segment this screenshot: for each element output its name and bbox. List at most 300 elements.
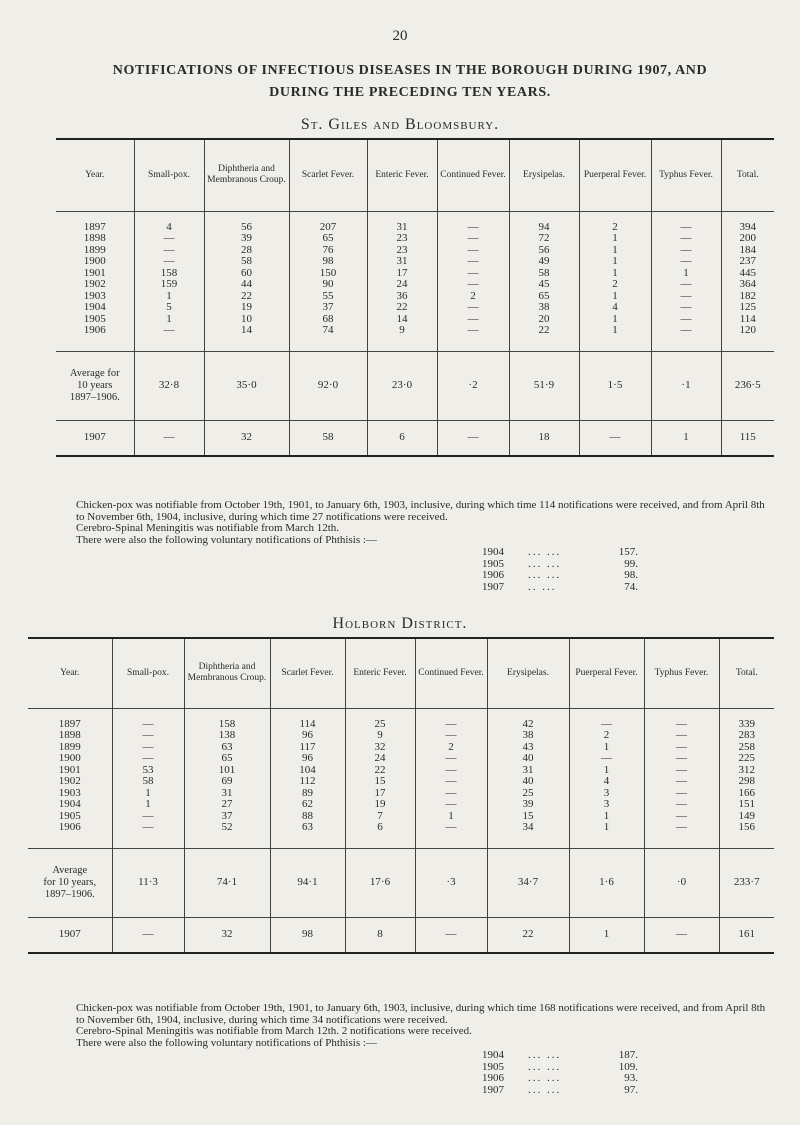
year-1907-value: — [134, 420, 204, 456]
cell-value: 258 [738, 740, 755, 753]
column-header: Total. [719, 638, 774, 708]
cell-value: 19 [241, 301, 252, 313]
cell-value: — [676, 763, 687, 776]
year-1907-value: 32 [204, 420, 289, 456]
cell-value: 1 [166, 312, 172, 325]
year-1907-value: 18 [509, 420, 579, 456]
year-1907-value: 98 [270, 917, 345, 953]
data-cell [719, 708, 774, 848]
cell-value: 27 [221, 798, 233, 810]
cell-value: — [445, 717, 457, 730]
cell-value: 60 [241, 266, 252, 279]
column-header: Scarlet Fever. [289, 139, 367, 211]
data-cell [569, 708, 644, 848]
cell-value: 149 [738, 809, 755, 822]
average-label-line: Average [52, 864, 88, 876]
chicken-pox-note: Chicken-pox was notifiable from October 19th, 1901, to January 6th, 1903, inclusive, during which time 114 notifications were received, and from April 8th to November 6th, 1904, inclusive, during which time 27 notifications were received. [76, 499, 765, 523]
cell-value: 445 [739, 266, 756, 279]
column-header: Continued Fever. [437, 139, 509, 211]
cell-value: — [467, 266, 479, 279]
section-heading-st-giles: St. Giles and Bloomsbury. [300, 116, 500, 133]
cell-value: 104 [299, 763, 316, 776]
data-cell [487, 708, 569, 848]
st-giles-notes [76, 500, 766, 546]
cell-value: 207 [319, 220, 337, 233]
cell-value: — [680, 324, 692, 336]
data-cell [437, 211, 509, 351]
cell-value: 56 [241, 220, 252, 233]
phthisis-value: 93. [624, 1072, 638, 1084]
cell-value: 158 [218, 717, 236, 730]
cell-value: 94 [538, 220, 550, 233]
cell-value: 2 [612, 220, 618, 233]
cell-value: — [142, 821, 154, 833]
cell-value: 43 [522, 740, 534, 753]
column-header: Puerperal Fever. [579, 139, 651, 211]
column-header: Enteric Fever. [367, 139, 437, 211]
cell-value: 19 [374, 798, 386, 810]
year-1907-label: 1907 [28, 917, 112, 953]
cell-value: — [680, 243, 692, 256]
year-1907-value: — [112, 917, 184, 953]
phthisis-intro: There were also the following voluntary notifications of Phthisis :— [76, 1036, 377, 1049]
cell-value: 22 [241, 289, 252, 302]
phthisis-row [482, 1050, 638, 1062]
column-header: Diphtheria and Membranous Croup. [204, 139, 289, 211]
cell-value: 1 [603, 763, 610, 776]
cell-value: — [467, 312, 479, 325]
average-label-line: 1897–1906. [44, 888, 95, 900]
cell-value: 339 [738, 717, 755, 730]
cell-value: — [142, 717, 154, 730]
cell-value: 38 [522, 729, 534, 741]
column-header: Typhus Fever. [651, 139, 721, 211]
cell-value: — [601, 717, 612, 730]
year-1907-value: 161 [719, 917, 774, 953]
data-cell [415, 708, 487, 848]
year-label: 1901 [83, 266, 106, 279]
cell-value: 20 [538, 312, 550, 325]
cell-value: 53 [142, 763, 154, 776]
column-header: Puerperal Fever. [569, 638, 644, 708]
average-value: 1·5 [579, 351, 651, 420]
cell-value: 24 [374, 752, 386, 764]
phthisis-year: 1905 [482, 557, 504, 570]
year-1907-value: 58 [289, 420, 367, 456]
cell-value: 40 [522, 775, 534, 787]
cell-value: 2 [612, 278, 618, 290]
year-label: 1900 [58, 752, 81, 764]
cell-value: 37 [322, 301, 334, 313]
cell-value: 96 [302, 752, 313, 764]
cell-value: 14 [241, 324, 252, 336]
cell-value: 1 [612, 232, 618, 244]
year-1907-value: — [437, 420, 509, 456]
holborn-table [28, 637, 774, 954]
cell-value: — [467, 255, 479, 267]
cell-value: 22 [538, 324, 550, 336]
cell-value: 88 [302, 809, 313, 822]
cell-value: 39 [522, 798, 534, 810]
cell-value: — [163, 243, 175, 256]
cell-value: — [445, 798, 457, 810]
cell-value: 34 [522, 821, 534, 833]
cell-value: 4 [612, 301, 618, 313]
data-cell [651, 211, 721, 351]
phthisis-dots: .. ... [528, 580, 557, 593]
average-value: ·2 [437, 351, 509, 420]
cell-value: 1 [145, 786, 151, 799]
average-value: 1·6 [569, 848, 644, 917]
cell-value: 114 [299, 717, 316, 730]
year-label: 1897 [83, 220, 106, 233]
year-label: 1903 [58, 786, 81, 799]
column-header: Typhus Fever. [644, 638, 719, 708]
cell-value: 364 [739, 278, 756, 290]
cell-value: 156 [738, 821, 755, 833]
cell-value: — [142, 752, 154, 764]
cell-value: 7 [377, 809, 383, 822]
cell-value: 1 [612, 312, 618, 325]
cell-value: — [680, 312, 692, 325]
cell-value: 63 [221, 740, 233, 753]
cell-value: 1 [603, 821, 610, 833]
average-value: ·3 [415, 848, 487, 917]
cell-value: — [163, 255, 175, 267]
year-1907-label: 1907 [56, 420, 134, 456]
year-label: 1906 [58, 821, 81, 833]
phthisis-year: 1906 [482, 1072, 504, 1084]
year-label: 1906 [83, 324, 106, 336]
average-label-line: for 10 years, [43, 876, 97, 888]
cell-value: 65 [538, 289, 550, 302]
cell-value: 14 [396, 312, 408, 325]
year-1907-value: 22 [487, 917, 569, 953]
average-label [28, 848, 112, 917]
year-label: 1900 [83, 255, 106, 267]
year-1907-value: 1 [569, 917, 644, 953]
cell-value: 65 [322, 232, 334, 244]
cell-value: 32 [374, 740, 386, 753]
column-header: Enteric Fever. [345, 638, 415, 708]
cell-value: — [680, 278, 692, 290]
cell-value: 1 [448, 809, 454, 822]
year-1907-value: 32 [184, 917, 270, 953]
cell-value: 25 [522, 786, 534, 799]
cell-value: — [680, 301, 692, 313]
phthisis-value: 97. [624, 1083, 638, 1096]
phthisis-dots: ... ... [528, 557, 562, 570]
cell-value: — [676, 786, 687, 799]
cell-value: — [676, 775, 687, 787]
data-cell [204, 211, 289, 351]
column-header: Small-pox. [112, 638, 184, 708]
average-value: 17·6 [345, 848, 415, 917]
cell-value: 31 [396, 220, 408, 233]
phthisis-value: 98. [624, 569, 638, 581]
st-giles-table [56, 138, 774, 457]
phthisis-dots: ... ... [528, 1049, 562, 1061]
cell-value: 2 [603, 729, 610, 741]
cell-value: 31 [221, 786, 233, 799]
data-cell [289, 211, 367, 351]
cell-value: 40 [522, 752, 534, 764]
phthisis-value: 74. [624, 580, 638, 593]
year-label: 1899 [58, 740, 81, 753]
cell-value: — [467, 232, 479, 244]
column-header: Continued Fever. [415, 638, 487, 708]
cell-value: 184 [739, 243, 756, 256]
phthisis-dots: ... ... [528, 569, 562, 581]
cell-value: — [676, 798, 687, 810]
phthisis-dots: ... ... [528, 546, 562, 558]
phthisis-dots: ... ... [528, 1083, 562, 1096]
average-value: ·1 [651, 351, 721, 420]
title-line-2: DURING THE PRECEDING TEN YEARS. [269, 85, 551, 100]
cell-value: 3 [603, 798, 610, 810]
cell-value: 298 [738, 775, 755, 787]
cell-value: 117 [299, 740, 316, 753]
cell-value: 52 [221, 821, 233, 833]
data-cell [721, 211, 774, 351]
cell-value: 56 [538, 243, 550, 256]
cell-value: 1 [145, 798, 151, 810]
year-label: 1898 [83, 232, 106, 244]
cell-value: 125 [739, 301, 756, 313]
phthisis-year: 1904 [482, 1049, 504, 1061]
year-label: 1898 [58, 729, 81, 741]
cell-value: 39 [241, 232, 252, 244]
phthisis-row [482, 582, 638, 594]
cell-value: 22 [396, 301, 408, 313]
cell-value: 36 [396, 289, 408, 302]
cell-value: — [467, 278, 479, 290]
column-header: Small-pox. [134, 139, 204, 211]
cell-value: 2 [470, 289, 476, 302]
cell-value: 74 [322, 324, 334, 336]
average-label-line: 1897–1906. [69, 391, 120, 403]
cell-value: 17 [374, 786, 386, 799]
year-label: 1901 [58, 763, 81, 776]
year-label: 1902 [83, 278, 106, 290]
cell-value: — [445, 752, 457, 764]
year-label: 1903 [83, 289, 106, 302]
cell-value: — [676, 821, 687, 833]
cell-value: 1 [603, 740, 610, 753]
data-cell [345, 708, 415, 848]
cell-value: 42 [522, 717, 534, 730]
column-header: Scarlet Fever. [270, 638, 345, 708]
year-label: 1905 [58, 809, 81, 822]
column-header: Diphtheria and Membranous Croup. [184, 638, 270, 708]
average-value: 74·1 [184, 848, 270, 917]
column-header: Total. [721, 139, 774, 211]
year-cell [28, 708, 112, 848]
cell-value: 1 [612, 324, 618, 336]
average-value: 32·8 [134, 351, 204, 420]
cell-value: — [163, 232, 175, 244]
cell-value: 62 [302, 798, 313, 810]
cell-value: 101 [218, 763, 236, 776]
cell-value: 283 [738, 729, 755, 741]
cell-value: 6 [377, 821, 383, 833]
cell-value: 10 [241, 312, 252, 325]
cell-value: — [601, 752, 612, 764]
average-value: 233·7 [719, 848, 774, 917]
phthisis-value: 109. [618, 1060, 638, 1073]
year-1907-value: — [415, 917, 487, 953]
cell-value: 58 [142, 775, 154, 787]
year-1907-value: 1 [651, 420, 721, 456]
cell-value: — [445, 775, 457, 787]
cell-value: 72 [538, 232, 550, 244]
cell-value: 3 [603, 786, 610, 799]
phthisis-value: 99. [624, 557, 638, 570]
year-label: 1904 [58, 798, 81, 810]
year-label: 1902 [58, 775, 81, 787]
cell-value: 68 [322, 312, 334, 325]
cell-value: 150 [319, 266, 337, 279]
average-value: 94·1 [270, 848, 345, 917]
title-line-1: NOTIFICATIONS OF INFECTIOUS DISEASES IN THE BOROUGH DURING 1907, AND [112, 63, 708, 78]
phthisis-value: 187. [618, 1049, 638, 1061]
average-value: 35·0 [204, 351, 289, 420]
cell-value: 25 [374, 717, 386, 730]
phthisis-value: 157. [618, 546, 638, 558]
chicken-pox-note: Chicken-pox was notifiable from October 19th, 1901, to January 6th, 1903, inclusive, during which time 168 notifications were received, and from April 8th to November 6th, 1904, inclusive, during which time 34 notifications were received. [76, 1002, 766, 1026]
data-cell [184, 708, 270, 848]
average-value: 34·7 [487, 848, 569, 917]
cell-value: 69 [221, 775, 233, 787]
year-label: 1899 [83, 243, 106, 256]
cell-value: 1 [612, 289, 618, 302]
cell-value: 2 [448, 740, 454, 753]
data-cell [134, 211, 204, 351]
cell-value: 182 [739, 289, 756, 302]
cell-value: 24 [396, 278, 408, 290]
cell-value: — [445, 821, 457, 833]
year-1907-value: 6 [367, 420, 437, 456]
phthisis-intro: There were also the following voluntary notifications of Phthisis :— [76, 533, 377, 546]
section-heading-holborn: Holborn District. [332, 615, 468, 632]
cell-value: 1 [603, 809, 610, 822]
cell-value: 31 [522, 763, 534, 776]
cell-value: — [467, 324, 479, 336]
cell-value: 9 [399, 324, 405, 336]
cell-value: 98 [322, 255, 334, 267]
cell-value: — [163, 324, 175, 336]
cell-value: 225 [738, 752, 755, 764]
cell-value: — [467, 243, 479, 256]
cell-value: — [680, 255, 692, 267]
cell-value: — [142, 729, 154, 741]
cell-value: — [676, 809, 687, 822]
cell-value: 151 [738, 798, 755, 810]
cell-value: — [467, 301, 479, 313]
cell-value: 15 [374, 775, 386, 787]
data-cell [367, 211, 437, 351]
page-title [70, 60, 750, 104]
cell-value: — [680, 289, 692, 302]
cell-value: 120 [739, 324, 756, 336]
cell-value: 55 [322, 289, 334, 302]
cell-value: 166 [738, 786, 755, 799]
meningitis-note: Cerebro-Spinal Meningitis was notifiable from March 12th. 2 notifications were received. [76, 1025, 472, 1037]
phthisis-row [482, 1085, 638, 1097]
cell-value: 237 [739, 255, 756, 267]
cell-value: 58 [538, 266, 550, 279]
year-1907-value: — [579, 420, 651, 456]
cell-value: 76 [322, 243, 334, 256]
meningitis-note: Cerebro-Spinal Meningitis was notifiable from March 12th. [76, 522, 340, 534]
phthisis-year: 1904 [482, 546, 504, 558]
cell-value: 63 [302, 821, 313, 833]
phthisis-row [482, 570, 638, 582]
cell-value: 23 [396, 243, 408, 256]
cell-value: — [467, 220, 479, 233]
average-value: ·0 [644, 848, 719, 917]
cell-value: 49 [538, 255, 550, 267]
cell-value: 112 [299, 775, 316, 787]
cell-value: 1 [166, 289, 172, 302]
cell-value: 312 [738, 763, 755, 776]
cell-value: — [445, 763, 457, 776]
cell-value: 1 [683, 266, 689, 279]
cell-value: — [445, 786, 457, 799]
average-label-line: Average for [69, 367, 120, 379]
cell-value: 1 [612, 243, 618, 256]
cell-value: — [445, 729, 457, 741]
cell-value: 37 [221, 809, 233, 822]
average-label-line: 10 years [77, 379, 113, 391]
cell-value: 23 [396, 232, 408, 244]
year-1907-value: 8 [345, 917, 415, 953]
year-cell [56, 211, 134, 351]
cell-value: — [676, 740, 687, 753]
cell-value: 5 [166, 301, 172, 313]
phthisis-dots: ... ... [528, 1072, 562, 1084]
year-label: 1897 [58, 717, 81, 730]
year-1907-value: 115 [721, 420, 774, 456]
cell-value: — [676, 717, 687, 730]
average-value: 92·0 [289, 351, 367, 420]
cell-value: — [680, 220, 692, 233]
holborn-notes [76, 1003, 766, 1049]
data-cell [644, 708, 719, 848]
cell-value: 65 [221, 752, 233, 764]
average-value: 23·0 [367, 351, 437, 420]
cell-value: 394 [739, 220, 756, 233]
cell-value: 1 [612, 255, 618, 267]
column-header: Year. [56, 139, 134, 211]
cell-value: 28 [241, 243, 252, 256]
cell-value: 96 [302, 729, 313, 741]
cell-value: — [142, 740, 154, 753]
phthisis-dots: ... ... [528, 1060, 562, 1073]
cell-value: 159 [160, 278, 178, 290]
column-header: Year. [28, 638, 112, 708]
cell-value: 4 [603, 775, 610, 787]
cell-value: 58 [241, 255, 252, 267]
cell-value: 138 [218, 729, 236, 741]
cell-value: 17 [396, 266, 408, 279]
phthisis-year: 1906 [482, 569, 504, 581]
cell-value: 114 [739, 312, 756, 325]
year-label: 1904 [83, 301, 106, 313]
cell-value: 15 [522, 809, 534, 822]
average-value: 11·3 [112, 848, 184, 917]
cell-value: 31 [396, 255, 408, 267]
